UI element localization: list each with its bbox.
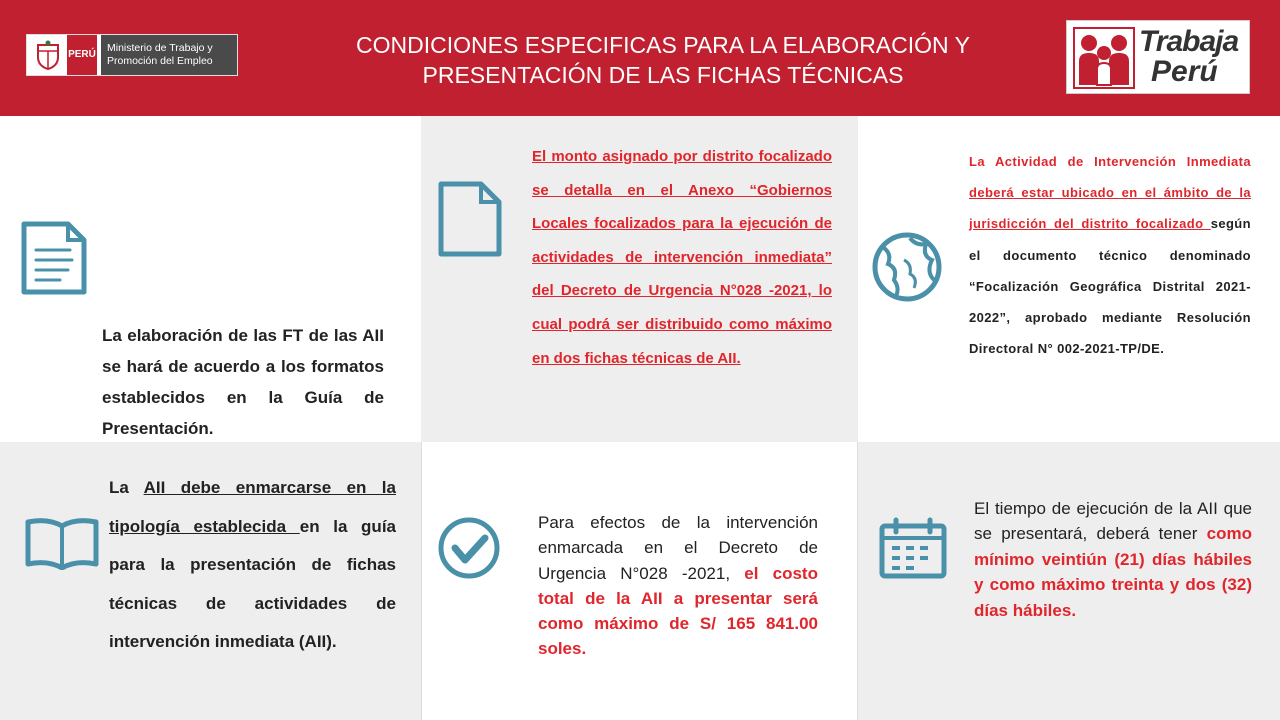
- cost-text: [538, 510, 818, 662]
- logo-word-peru: Perú: [1151, 55, 1218, 88]
- location-rest: según el documento técnico denominado “Focalización Geográfica Distrital 2021-2022”, aprobado mediante Resolución Directoral N° 002-2021-TP/DE.: [969, 216, 1251, 357]
- blank-document-icon: [437, 180, 503, 258]
- typology-intro: La: [109, 478, 144, 497]
- checkmark-circle-icon: [437, 516, 501, 580]
- open-book-icon: [24, 516, 100, 570]
- panel-time: [858, 442, 1280, 720]
- panel-cost: [421, 442, 858, 720]
- ft-format-text: La elaboración de las FT de las AII se hará de acuerdo a los formatos establecidos en la Guía de Presentación.: [102, 326, 384, 438]
- trabaja-peru-logo: [1066, 20, 1250, 94]
- location-underlined: deberá estar ubicado en el ámbito de la jurisdicción del distrito focalizado: [969, 185, 1251, 232]
- ministry-logo: [26, 34, 238, 76]
- panel-typology: [0, 442, 421, 720]
- amount-text: El monto asignado por distrito focalizado se detalla en el Anexo “Gobiernos Locales focalizados para la ejecución de actividades de intervención inmediata” del Decreto de Urgencia N°028 -2021, lo cual podrá ser distribuido como máximo en dos fichas técnicas de AII.: [532, 148, 832, 367]
- typology-text: [109, 469, 396, 662]
- document-lines-icon: [20, 220, 88, 296]
- ministry-name: Ministerio de Trabajo y Promoción del Empleo: [101, 35, 237, 75]
- people-logo-icon: [1073, 27, 1135, 89]
- cost-highlight: el costo total de la AII a presentar será como máximo de S/ 165 841.00 soles.: [538, 563, 818, 659]
- header-bar: [0, 0, 1280, 116]
- cost-plain: Para efectos de la intervención enmarcada en el Decreto de Urgencia N°028 -2021,: [538, 513, 818, 583]
- coat-of-arms-icon: [32, 39, 64, 71]
- time-text: [974, 496, 1252, 623]
- panel-ft-format: [0, 116, 421, 442]
- panel-amount: [421, 116, 858, 442]
- panel-location: [858, 116, 1280, 442]
- country-label: PERÚ: [67, 35, 97, 75]
- page-title: CONDICIONES ESPECIFICAS PARA LA ELABORACIÓN Y PRESENTACIÓN DE LAS FICHAS TÉCNICAS: [356, 32, 970, 88]
- calendar-icon: [878, 516, 948, 580]
- location-intro: La Actividad de Intervención Inmediata: [969, 154, 1251, 169]
- typology-rest: en la guía para la presentación de fichas técnicas de actividades de intervención inmediata (AII).: [109, 516, 396, 651]
- location-text: [969, 146, 1251, 364]
- typology-underlined: AII debe enmarcarse en la tipología establecida: [109, 478, 396, 536]
- time-highlight: como mínimo veintiún (21) días hábiles y como máximo treinta y dos (32) días hábiles.: [974, 524, 1252, 620]
- globe-icon: [870, 230, 944, 304]
- time-plain: El tiempo de ejecución de la AII que se presentará, deberá tener: [974, 499, 1252, 544]
- logo-word-trabaja: Trabaja: [1139, 25, 1239, 58]
